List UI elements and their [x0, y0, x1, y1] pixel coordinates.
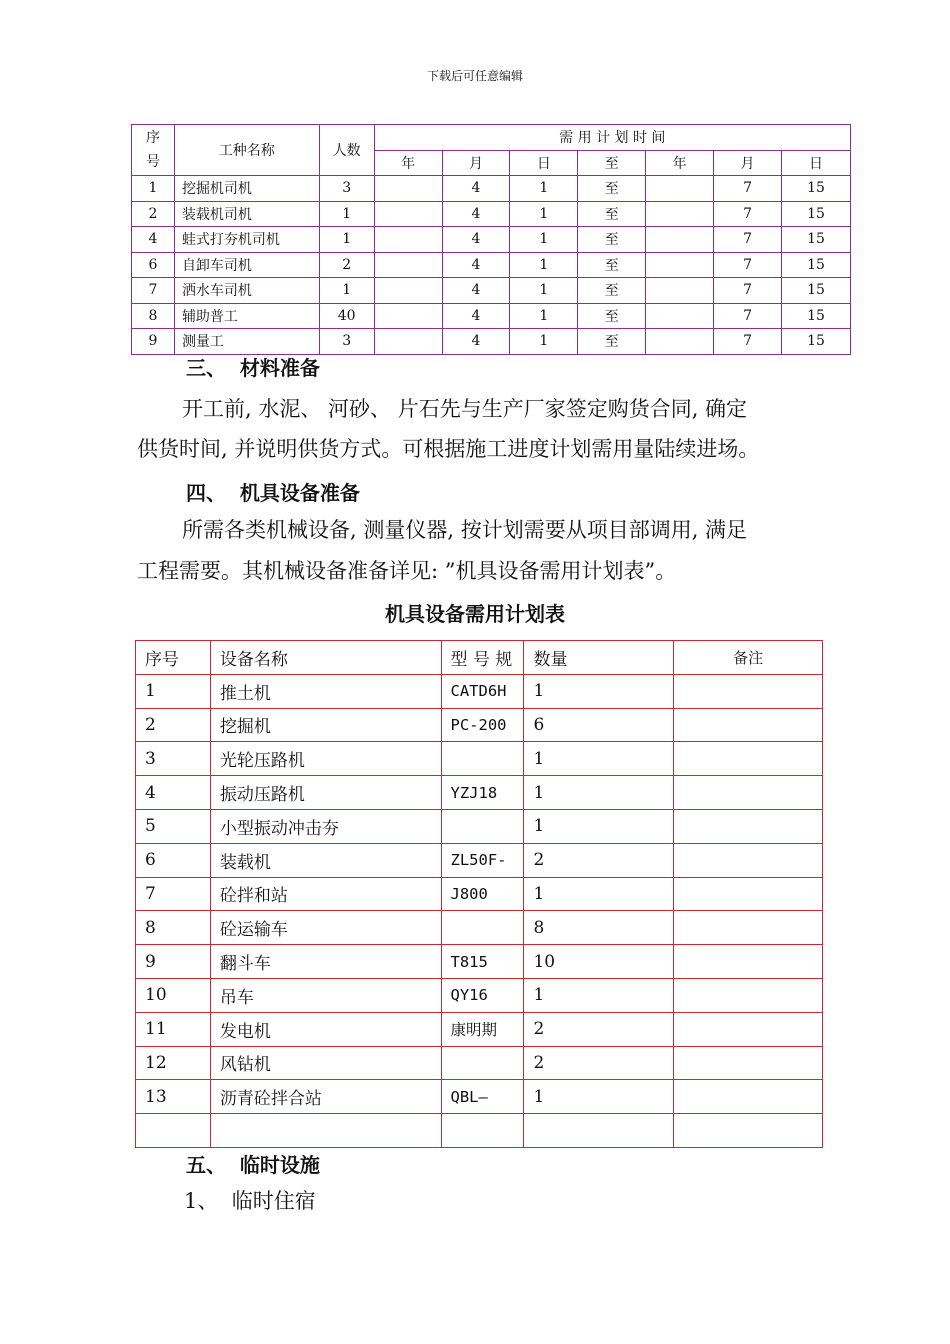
equip-cell: 1	[524, 776, 674, 810]
section4-para-line1: 所需各类机械设备, 测量仪器, 按计划需要从项目部调用, 满足	[182, 518, 748, 542]
labor-table-row	[132, 201, 851, 227]
labor-table-row	[132, 329, 851, 355]
labor-cell: 2	[319, 252, 374, 278]
labor-cell: 6	[132, 252, 175, 278]
labor-cell: 4	[442, 278, 510, 304]
equip-header-remark: 备注	[674, 641, 823, 675]
labor-cell	[646, 227, 714, 253]
section5-heading: 五、 临时设施	[186, 1153, 320, 1177]
labor-cell: 7	[714, 278, 782, 304]
equipment-plan-table	[135, 640, 823, 1148]
labor-cell: 9	[132, 329, 175, 355]
header-seq: 序 号	[132, 125, 175, 176]
labor-cell: 15	[781, 329, 850, 355]
equip-cell: 发电机	[210, 1012, 441, 1046]
equip-table-row	[136, 776, 823, 810]
labor-cell: 1	[510, 303, 578, 329]
equip-table-row	[136, 1114, 823, 1148]
equip-cell	[674, 1080, 823, 1114]
equip-cell: 沥青砼拌合站	[210, 1080, 441, 1114]
equip-cell: 推土机	[210, 674, 441, 708]
labor-table-row	[132, 227, 851, 253]
labor-cell: 至	[578, 252, 646, 278]
section5-sub1: 1、 临时住宿	[184, 1189, 316, 1213]
labor-cell: 15	[781, 303, 850, 329]
equip-cell: 10	[524, 945, 674, 979]
equip-cell: 挖掘机	[210, 708, 441, 742]
equip-cell	[674, 708, 823, 742]
labor-cell: 15	[781, 227, 850, 253]
labor-cell: 至	[578, 329, 646, 355]
header-year-end: 年	[646, 150, 714, 176]
labor-cell: 至	[578, 278, 646, 304]
labor-cell	[646, 278, 714, 304]
labor-cell: 1	[132, 176, 175, 202]
equip-table-row	[136, 911, 823, 945]
equip-table-row	[136, 877, 823, 911]
labor-cell: 3	[319, 176, 374, 202]
equip-table-row	[136, 809, 823, 843]
labor-cell: 2	[132, 201, 175, 227]
equip-cell	[674, 809, 823, 843]
labor-cell: 1	[319, 278, 374, 304]
equip-cell: 2	[136, 708, 211, 742]
equip-cell: 吊车	[210, 978, 441, 1012]
equip-cell: 4	[136, 776, 211, 810]
equip-cell	[674, 1114, 823, 1148]
equip-cell: T815	[441, 945, 524, 979]
equip-table-row	[136, 674, 823, 708]
equip-cell: QY16	[441, 978, 524, 1012]
equip-cell: 7	[136, 877, 211, 911]
labor-cell: 1	[319, 201, 374, 227]
equip-table-row	[136, 843, 823, 877]
labor-cell: 至	[578, 176, 646, 202]
equip-cell	[674, 843, 823, 877]
equip-cell: 1	[524, 809, 674, 843]
labor-cell: 至	[578, 201, 646, 227]
header-month-start: 月	[442, 150, 510, 176]
equip-cell: 6	[136, 843, 211, 877]
equip-cell: 风钻机	[210, 1046, 441, 1080]
labor-table-row	[132, 252, 851, 278]
labor-cell	[646, 329, 714, 355]
labor-cell: 3	[319, 329, 374, 355]
equip-cell: 振动压路机	[210, 776, 441, 810]
equip-cell: 1	[524, 877, 674, 911]
equip-cell: 翻斗车	[210, 945, 441, 979]
labor-cell: 40	[319, 303, 374, 329]
equip-cell: 砼拌和站	[210, 877, 441, 911]
equip-cell: 6	[524, 708, 674, 742]
equip-table-row	[136, 1012, 823, 1046]
labor-cell: 4	[442, 329, 510, 355]
equip-cell	[674, 945, 823, 979]
header-year-start: 年	[374, 150, 442, 176]
labor-cell	[374, 252, 442, 278]
labor-cell	[374, 303, 442, 329]
equip-cell	[674, 877, 823, 911]
equip-cell: YZJ18	[441, 776, 524, 810]
equip-cell: J800	[441, 877, 524, 911]
equip-cell	[210, 1114, 441, 1148]
labor-cell	[374, 176, 442, 202]
labor-cell: 1	[510, 176, 578, 202]
equip-cell: 1	[524, 978, 674, 1012]
equip-cell: 1	[136, 674, 211, 708]
equip-cell: 1	[524, 674, 674, 708]
page-header: 下载后可任意编辑	[426, 69, 523, 83]
equip-cell: 1	[524, 742, 674, 776]
labor-cell: 15	[781, 252, 850, 278]
equip-table-row	[136, 1046, 823, 1080]
equip-cell	[674, 776, 823, 810]
equip-header-seq: 序号	[136, 641, 211, 675]
labor-cell: 测量工	[174, 329, 319, 355]
labor-cell: 1	[510, 278, 578, 304]
labor-cell: 至	[578, 227, 646, 253]
labor-cell: 装载机司机	[174, 201, 319, 227]
labor-cell: 4	[442, 201, 510, 227]
equip-header-qty: 数量	[524, 641, 674, 675]
section4-heading: 四、 机具设备准备	[186, 481, 360, 505]
equip-cell: 2	[524, 1012, 674, 1046]
equip-cell: 光轮压路机	[210, 742, 441, 776]
labor-cell: 挖掘机司机	[174, 176, 319, 202]
section3-para-line2: 供货时间, 并说明供货方式。可根据施工进度计划需用量陆续进场。	[137, 437, 760, 461]
equip-table-row	[136, 978, 823, 1012]
labor-table-row	[132, 303, 851, 329]
labor-cell: 8	[132, 303, 175, 329]
labor-cell: 1	[510, 329, 578, 355]
equip-table-row	[136, 945, 823, 979]
labor-cell: 7	[714, 252, 782, 278]
header-to: 至	[578, 150, 646, 176]
labor-cell: 自卸车司机	[174, 252, 319, 278]
equip-table-row	[136, 742, 823, 776]
labor-cell: 至	[578, 303, 646, 329]
equip-cell: 8	[136, 911, 211, 945]
equip-cell: 13	[136, 1080, 211, 1114]
header-count: 人数	[319, 125, 374, 176]
labor-cell	[646, 176, 714, 202]
labor-cell: 1	[319, 227, 374, 253]
equip-table-row	[136, 708, 823, 742]
equip-header-name: 设备名称	[210, 641, 441, 675]
equip-cell: PC-200	[441, 708, 524, 742]
labor-cell	[646, 201, 714, 227]
equip-cell: 小型振动冲击夯	[210, 809, 441, 843]
equip-cell	[136, 1114, 211, 1148]
equip-cell: 3	[136, 742, 211, 776]
labor-cell: 4	[442, 176, 510, 202]
equip-cell: 装载机	[210, 843, 441, 877]
equip-cell: 8	[524, 911, 674, 945]
header-month-end: 月	[714, 150, 782, 176]
section3-heading: 三、 材料准备	[186, 356, 320, 380]
labor-cell: 1	[510, 201, 578, 227]
labor-cell: 4	[442, 252, 510, 278]
equip-cell	[441, 1046, 524, 1080]
equip-cell: QBL—	[441, 1080, 524, 1114]
labor-cell: 15	[781, 176, 850, 202]
labor-cell: 洒水车司机	[174, 278, 319, 304]
labor-table-row	[132, 176, 851, 202]
labor-cell: 7	[714, 227, 782, 253]
labor-plan-table	[131, 124, 851, 355]
labor-cell: 4	[442, 227, 510, 253]
equip-cell: CATD6H	[441, 674, 524, 708]
labor-cell: 7	[714, 176, 782, 202]
labor-cell: 辅助普工	[174, 303, 319, 329]
labor-cell: 1	[510, 227, 578, 253]
labor-cell: 15	[781, 201, 850, 227]
equip-cell: 5	[136, 809, 211, 843]
header-day-end: 日	[781, 150, 850, 176]
labor-cell: 1	[510, 252, 578, 278]
labor-cell	[374, 278, 442, 304]
equip-cell: 12	[136, 1046, 211, 1080]
labor-cell: 7	[714, 201, 782, 227]
equip-cell: 9	[136, 945, 211, 979]
labor-cell: 7	[714, 303, 782, 329]
equip-table-row	[136, 1080, 823, 1114]
equip-table-title: 机具设备需用计划表	[385, 602, 565, 626]
equip-cell: 10	[136, 978, 211, 1012]
equip-cell: ZL50F-	[441, 843, 524, 877]
labor-cell: 4	[132, 227, 175, 253]
equip-cell	[674, 1046, 823, 1080]
equip-cell	[674, 978, 823, 1012]
equip-cell	[674, 742, 823, 776]
section4-para-line2: 工程需要。其机械设备准备详见: ”机具设备需用计划表”。	[137, 559, 677, 583]
header-trade: 工种名称	[174, 125, 319, 176]
labor-table-row	[132, 278, 851, 304]
equip-cell	[441, 911, 524, 945]
equip-cell	[674, 674, 823, 708]
equip-cell	[441, 742, 524, 776]
equip-cell	[441, 809, 524, 843]
labor-cell: 4	[442, 303, 510, 329]
equip-cell	[674, 911, 823, 945]
equip-cell	[441, 1114, 524, 1148]
equip-cell: 2	[524, 1046, 674, 1080]
labor-cell: 7	[714, 329, 782, 355]
labor-cell: 7	[132, 278, 175, 304]
equip-cell: 2	[524, 843, 674, 877]
labor-cell	[374, 329, 442, 355]
equip-cell: 砼运输车	[210, 911, 441, 945]
equip-cell	[674, 1012, 823, 1046]
labor-cell: 蛙式打夯机司机	[174, 227, 319, 253]
labor-cell: 15	[781, 278, 850, 304]
labor-cell	[646, 303, 714, 329]
header-plan: 需 用 计 划 时 间	[374, 125, 850, 151]
header-day-start: 日	[510, 150, 578, 176]
equip-header-model: 型 号 规	[441, 641, 524, 675]
labor-cell	[374, 227, 442, 253]
equip-cell: 1	[524, 1080, 674, 1114]
equip-cell: 康明期	[441, 1012, 524, 1046]
labor-cell	[646, 252, 714, 278]
equip-cell	[524, 1114, 674, 1148]
equip-cell: 11	[136, 1012, 211, 1046]
labor-cell	[374, 201, 442, 227]
section3-para-line1: 开工前, 水泥、 河砂、 片石先与生产厂家签定购货合同, 确定	[182, 397, 748, 421]
